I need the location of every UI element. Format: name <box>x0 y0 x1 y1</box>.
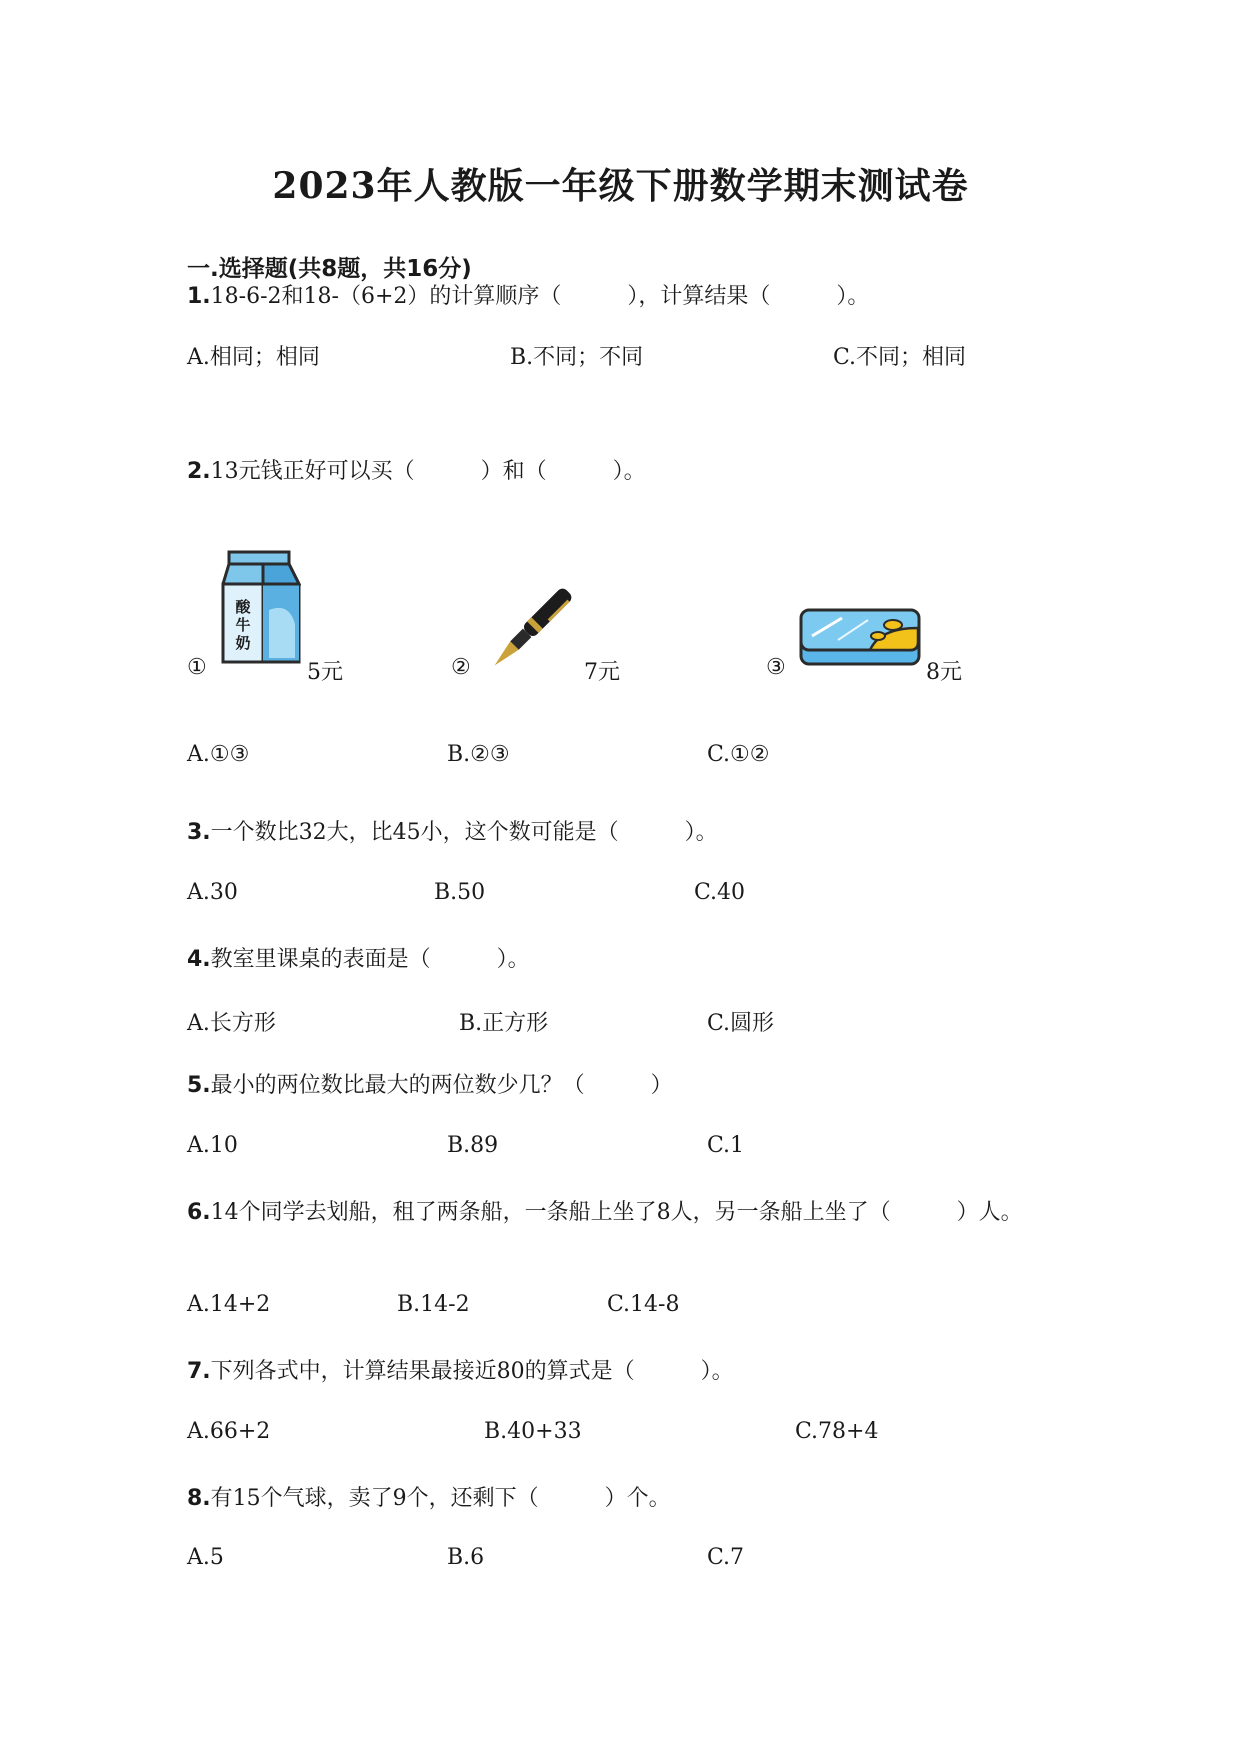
option-b[interactable]: B.40+33 <box>484 1419 582 1444</box>
item-marker-1: ① <box>187 655 207 680</box>
question-6 <box>187 1196 1067 1229</box>
question-text: 最小的两位数比最大的两位数少几？（ ） <box>210 1073 673 1098</box>
question-text: 教室里课桌的表面是（ ）。 <box>210 947 530 972</box>
question-number: 6. <box>187 1200 211 1225</box>
option-a[interactable]: A.30 <box>187 880 238 905</box>
option-c[interactable]: C.14-8 <box>607 1292 680 1317</box>
question-text: 有15个气球，卖了9个，还剩下（ ）个。 <box>210 1486 671 1511</box>
option-c[interactable]: C.不同；相同 <box>833 345 967 370</box>
question-2 <box>187 455 1067 488</box>
option-a[interactable]: A.66+2 <box>187 1419 271 1444</box>
question-number: 1. <box>187 284 211 309</box>
option-b[interactable]: B.14-2 <box>397 1292 470 1317</box>
option-a[interactable]: A.长方形 <box>187 1011 276 1036</box>
question-5 <box>187 1069 1067 1102</box>
question-1 <box>187 280 1067 313</box>
question-number: 2. <box>187 459 211 484</box>
option-a[interactable]: A.14+2 <box>187 1292 271 1317</box>
option-a[interactable]: A.相同；相同 <box>187 345 320 370</box>
option-b[interactable]: B.正方形 <box>459 1011 549 1036</box>
question-8 <box>187 1482 1067 1515</box>
question-number: 5. <box>187 1073 211 1098</box>
question-text: 14个同学去划船，租了两条船，一条船上坐了8人，另一条船上坐了（ ）人。 <box>210 1200 1023 1225</box>
option-c[interactable]: C.40 <box>694 880 746 905</box>
option-b[interactable]: B.50 <box>434 880 486 905</box>
question-4 <box>187 943 1067 976</box>
question-number: 8. <box>187 1486 211 1511</box>
item-price-1: 5元 <box>307 660 343 685</box>
option-b[interactable]: B.②③ <box>447 742 510 767</box>
option-b[interactable]: B.89 <box>447 1133 499 1158</box>
item-price-3: 8元 <box>926 660 962 685</box>
pen-image <box>485 580 575 680</box>
question-7 <box>187 1355 1067 1388</box>
question-3 <box>187 816 1067 849</box>
option-a[interactable]: A.10 <box>187 1133 238 1158</box>
item-marker-2: ② <box>451 655 471 680</box>
question-text: 下列各式中，计算结果最接近80的算式是（ ）。 <box>210 1359 734 1384</box>
section-heading: 一.选择题(共8题，共16分) <box>187 256 472 282</box>
option-c[interactable]: C.1 <box>707 1133 745 1158</box>
option-c[interactable]: C.圆形 <box>707 1011 775 1036</box>
svg-text:牛: 牛 <box>235 616 251 634</box>
item-marker-3: ③ <box>766 655 786 680</box>
option-a[interactable]: A.①③ <box>187 742 250 767</box>
milk-carton-image <box>219 550 301 666</box>
item-price-2: 7元 <box>584 660 620 685</box>
page-title: 2023年人教版一年级下册数学期末测试卷 <box>272 165 969 207</box>
option-a[interactable]: A.5 <box>187 1545 224 1570</box>
question-text: 18-6-2和18-（6+2）的计算顺序（ ），计算结果（ ）。 <box>210 284 870 309</box>
question-text: 一个数比32大，比45小，这个数可能是（ ）。 <box>210 820 718 845</box>
option-c[interactable]: C.①② <box>707 742 770 767</box>
question-text: 13元钱正好可以买（ ）和（ ）。 <box>210 459 646 484</box>
svg-text:酸: 酸 <box>235 598 251 616</box>
option-b[interactable]: B.6 <box>447 1545 485 1570</box>
svg-text:奶: 奶 <box>235 634 251 652</box>
option-c[interactable]: C.78+4 <box>795 1419 879 1444</box>
option-b[interactable]: B.不同；不同 <box>510 345 644 370</box>
question-number: 3. <box>187 820 211 845</box>
question-number: 7. <box>187 1359 211 1384</box>
option-c[interactable]: C.7 <box>707 1545 745 1570</box>
pencil-case-image <box>798 606 922 670</box>
question-number: 4. <box>187 947 211 972</box>
